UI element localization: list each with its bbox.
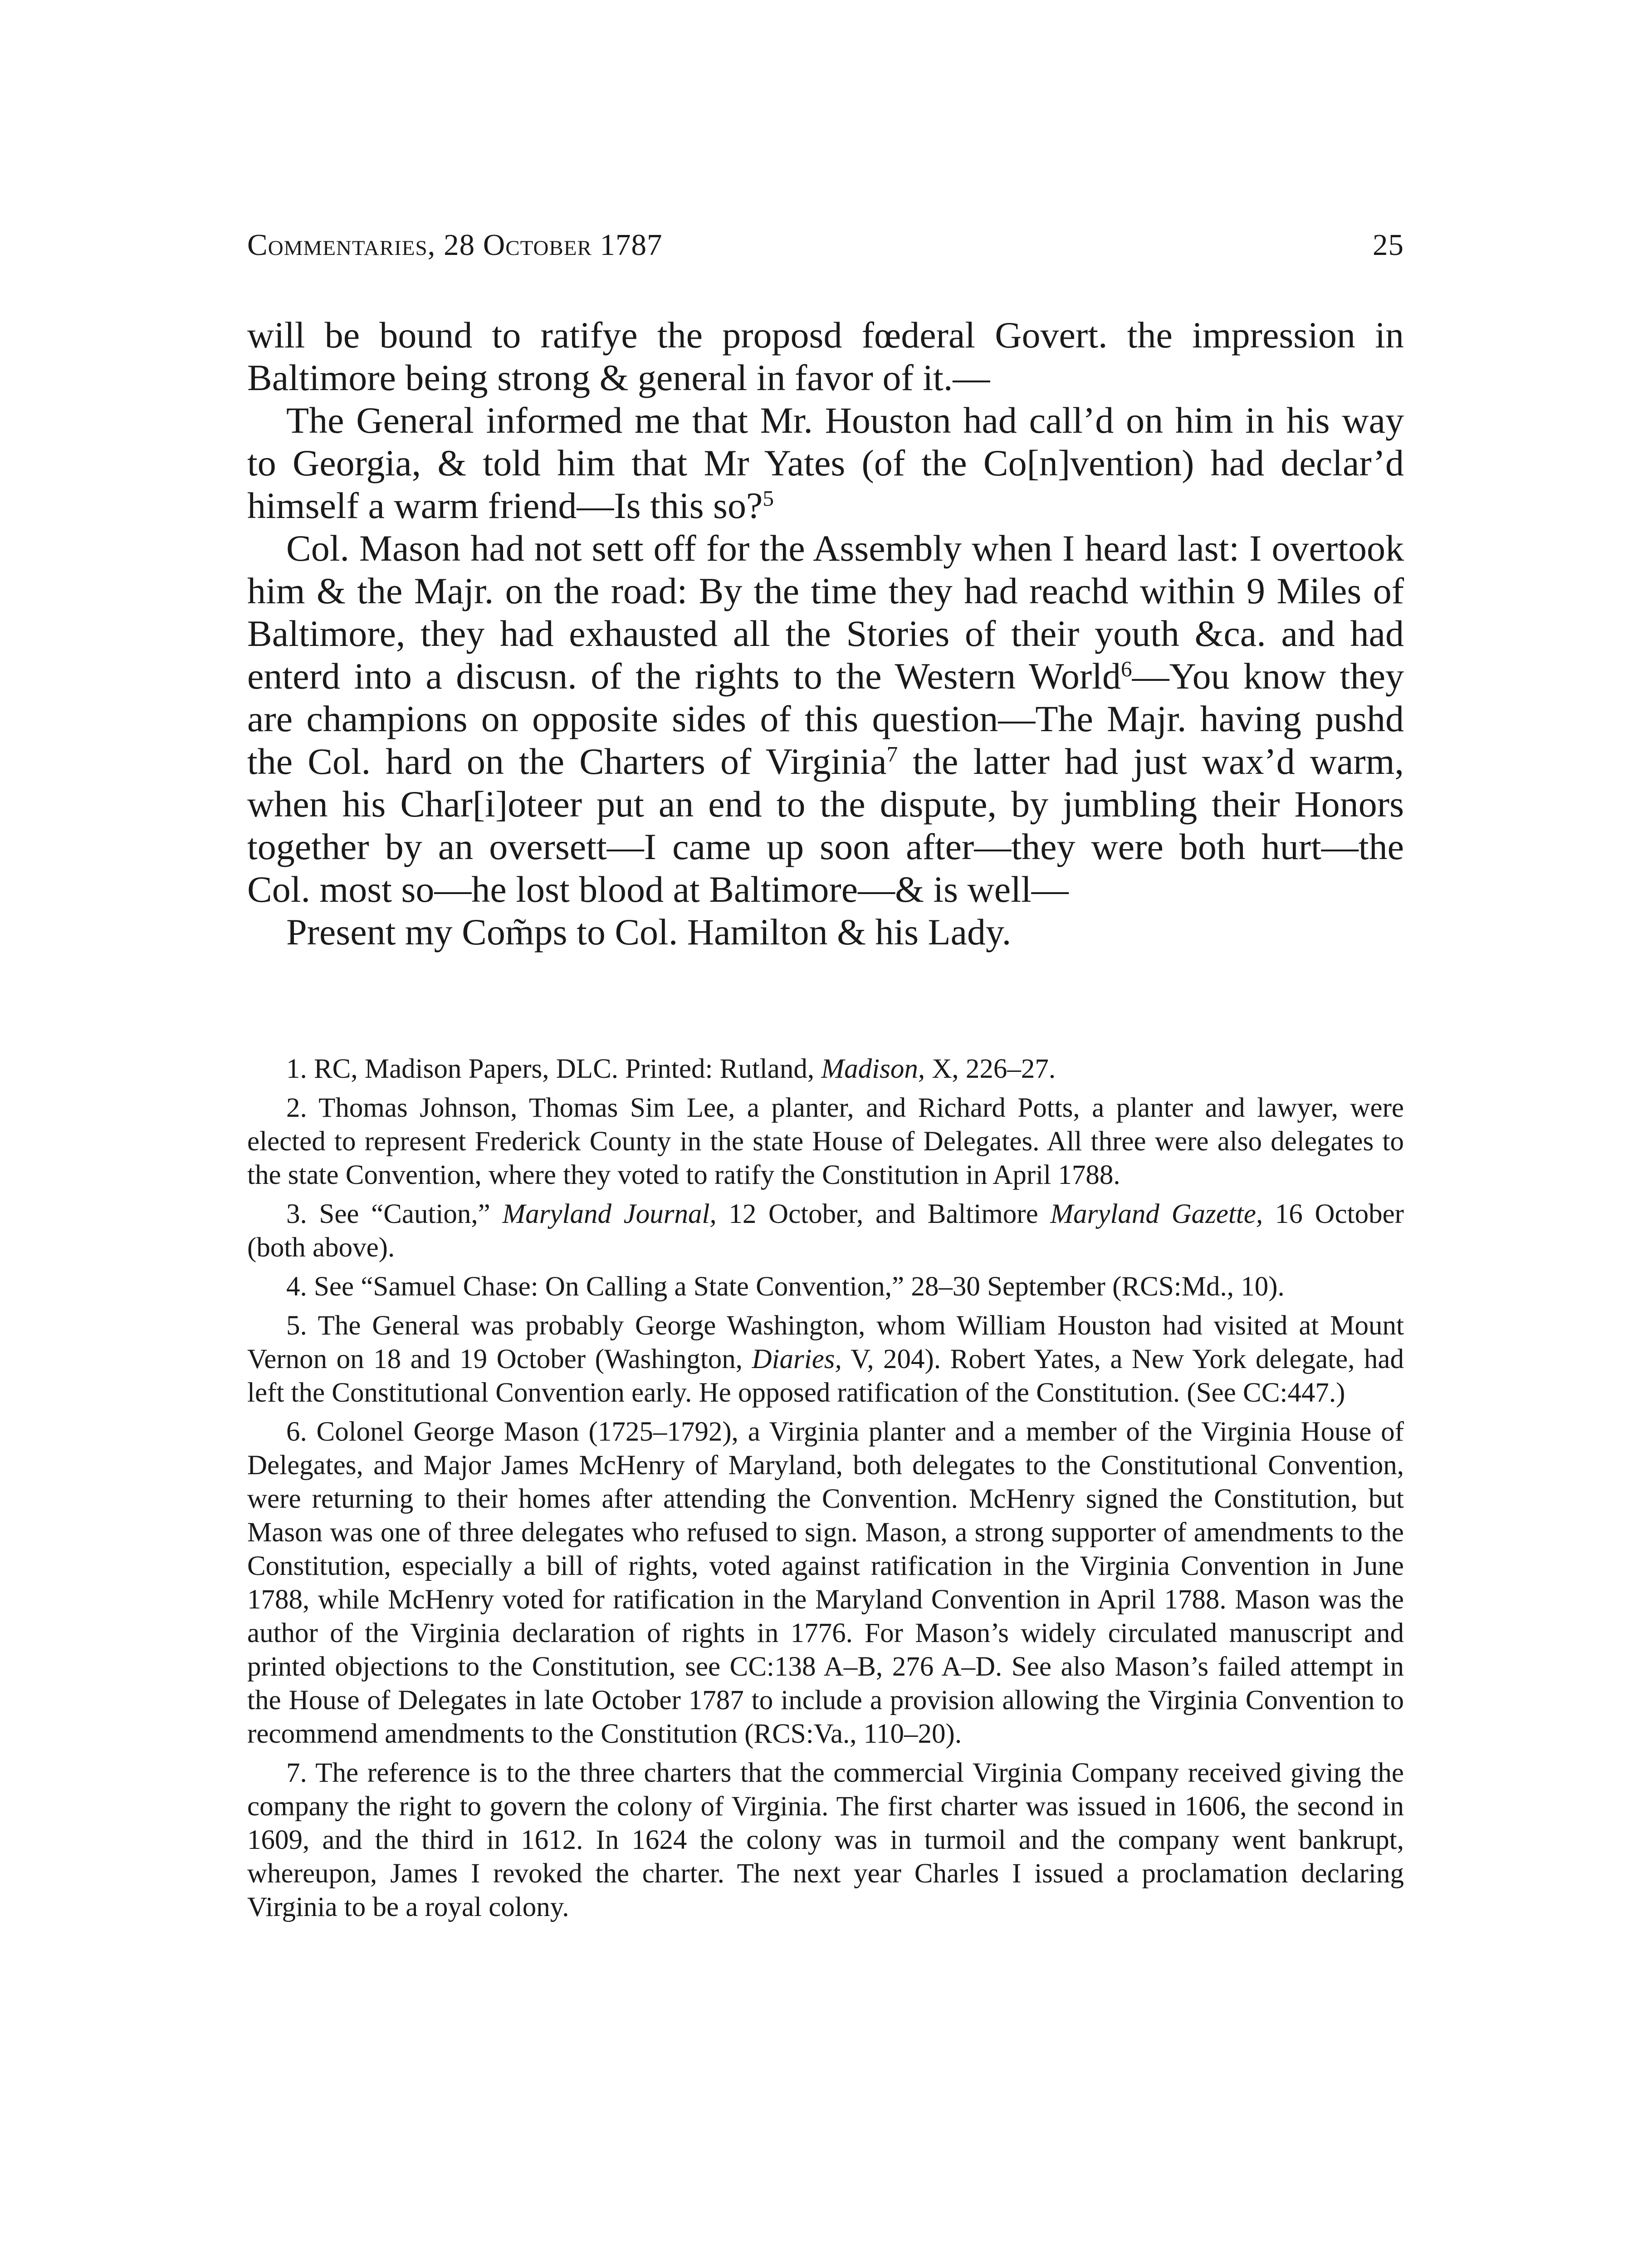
body-paragraph-3-text-c: the latter had just wax’d warm, when his Char[i]oteer put an end to the dispute, by jumbling their Honors together by an oversett—I came up soon after—they were both hurt—the Col. most so—he lost blood at Baltimore—& is well— — [247, 741, 1404, 910]
footnote-4: 4. See “Samuel Chase: On Calling a State Convention,” 28–30 September (RCS:Md., 10). — [286, 1271, 1285, 1302]
body-paragraph-3 — [247, 527, 1404, 911]
footnote-2: 2. Thomas Johnson, Thomas Sim Lee, a planter, and Richard Potts, a planter and lawyer, were elected to represent Frederick County in the state House of Delegates. All three were also delegates to the state Convention, where they voted to ratify the Constitution in April 1788. — [247, 1093, 1404, 1190]
body-paragraph-1: will be bound to ratifye the proposd fœderal Govert. the impression in Baltimore being strong & general in favor of it.— — [247, 314, 1404, 398]
footnote-1-italic: Madison, — [821, 1054, 925, 1084]
footnote-7: 7. The reference is to the three charters that the commercial Virginia Company received giving the company the right to govern the colony of Virginia. The first charter was issued in 1606, the second in 1609, and the third in 1612. In 1624 the colony was in turmoil and the company went bankrupt, whereupon, James I revoked the charter. The next year Charles I issued a proclamation declaring Virginia to be a royal colony. — [247, 1758, 1404, 1922]
running-head — [247, 227, 1404, 263]
footnote-ref-7: 7 — [886, 741, 898, 767]
footnotes — [247, 1052, 1404, 1930]
footnote-5-italic: Diaries, — [752, 1344, 842, 1374]
footnote-ref-5: 5 — [763, 485, 774, 511]
letter-body — [247, 314, 1404, 953]
body-paragraph-3-text-a: Col. Mason had not sett off for the Assembly when I heard last: I overtook him & the Majr. on the road: By the time they had reachd within 9 Miles of Baltimore, they had exhausted all the Stories of their youth &ca. and had enterd into a discusn. of the rights to the Western World — [247, 528, 1404, 697]
footnote-3-text-a: 3. See “Caution,” — [286, 1199, 503, 1229]
footnote-3-text-b: 12 October, and Baltimore — [716, 1199, 1051, 1229]
body-paragraph-2 — [247, 399, 1404, 527]
footnote-5-text-a: 5. The General was probably George Washington, whom William Houston had visited at Mount Vernon on 18 and 19 October (Washington, — [247, 1310, 1404, 1374]
body-paragraph-2-text: The General informed me that Mr. Houston had call’d on him in his way to Georgia, & told him that Mr Yates (of the Co[n]vention) had declar’d himself a warm friend—Is this so? — [247, 400, 1404, 526]
footnote-1-text-a: 1. RC, Madison Papers, DLC. Printed: Rutland, — [286, 1054, 821, 1084]
body-paragraph-4: Present my Com̃ps to Col. Hamilton & his Lady. — [286, 911, 1012, 953]
footnote-5 — [247, 1309, 1404, 1410]
footnote-3-italic-2: Maryland Gazette, — [1050, 1199, 1263, 1229]
footnote-3-italic-1: Maryland Journal, — [502, 1199, 717, 1229]
footnote-3-text-c: 16 October (both above). — [247, 1199, 1404, 1263]
footnote-6: 6. Colonel George Mason (1725–1792), a Virginia planter and a member of the Virginia House of Delegates, and Major James McHenry of Maryland, both delegates to the Constitutional Convention, were returning to their homes after attending the Convention. McHenry signed the Constitution, but Mason was one of three delegates who refused to sign. Mason, a strong supporter of amendments to the Constitution, especially a bill of rights, voted against ratification in the Virginia Convention in June 1788, while McHenry voted for ratification in the Maryland Convention in April 1788. Mason was the author of the Virginia declaration of rights in 1776. For Mason’s widely circulated manuscript and printed objections to the Constitution, see CC:138 A–B, 276 A–D. See also Mason’s failed attempt in the House of Delegates in late October 1787 to include a provision allowing the Virginia Convention to recommend amendments to the Constitution (RCS:Va., 110–20). — [247, 1417, 1404, 1749]
footnote-3 — [247, 1198, 1404, 1265]
footnote-ref-6: 6 — [1121, 656, 1132, 681]
running-head-title: Commentaries, 28 October 1787 — [247, 228, 663, 262]
footnote-1-text-b: X, 226–27. — [925, 1054, 1056, 1084]
footnote-1 — [247, 1052, 1404, 1086]
page-number: 25 — [1373, 228, 1404, 262]
body-paragraph-3-text-b: —You know they are champions on opposite sides of this question—The Majr. having pushd the Col. hard on the Charters of Virginia — [247, 655, 1404, 782]
footnote-5-text-b: V, 204). Robert Yates, a New York delegate, had left the Constitutional Convention early. He opposed ratification of the Constitution. (See CC:447.) — [247, 1344, 1404, 1408]
